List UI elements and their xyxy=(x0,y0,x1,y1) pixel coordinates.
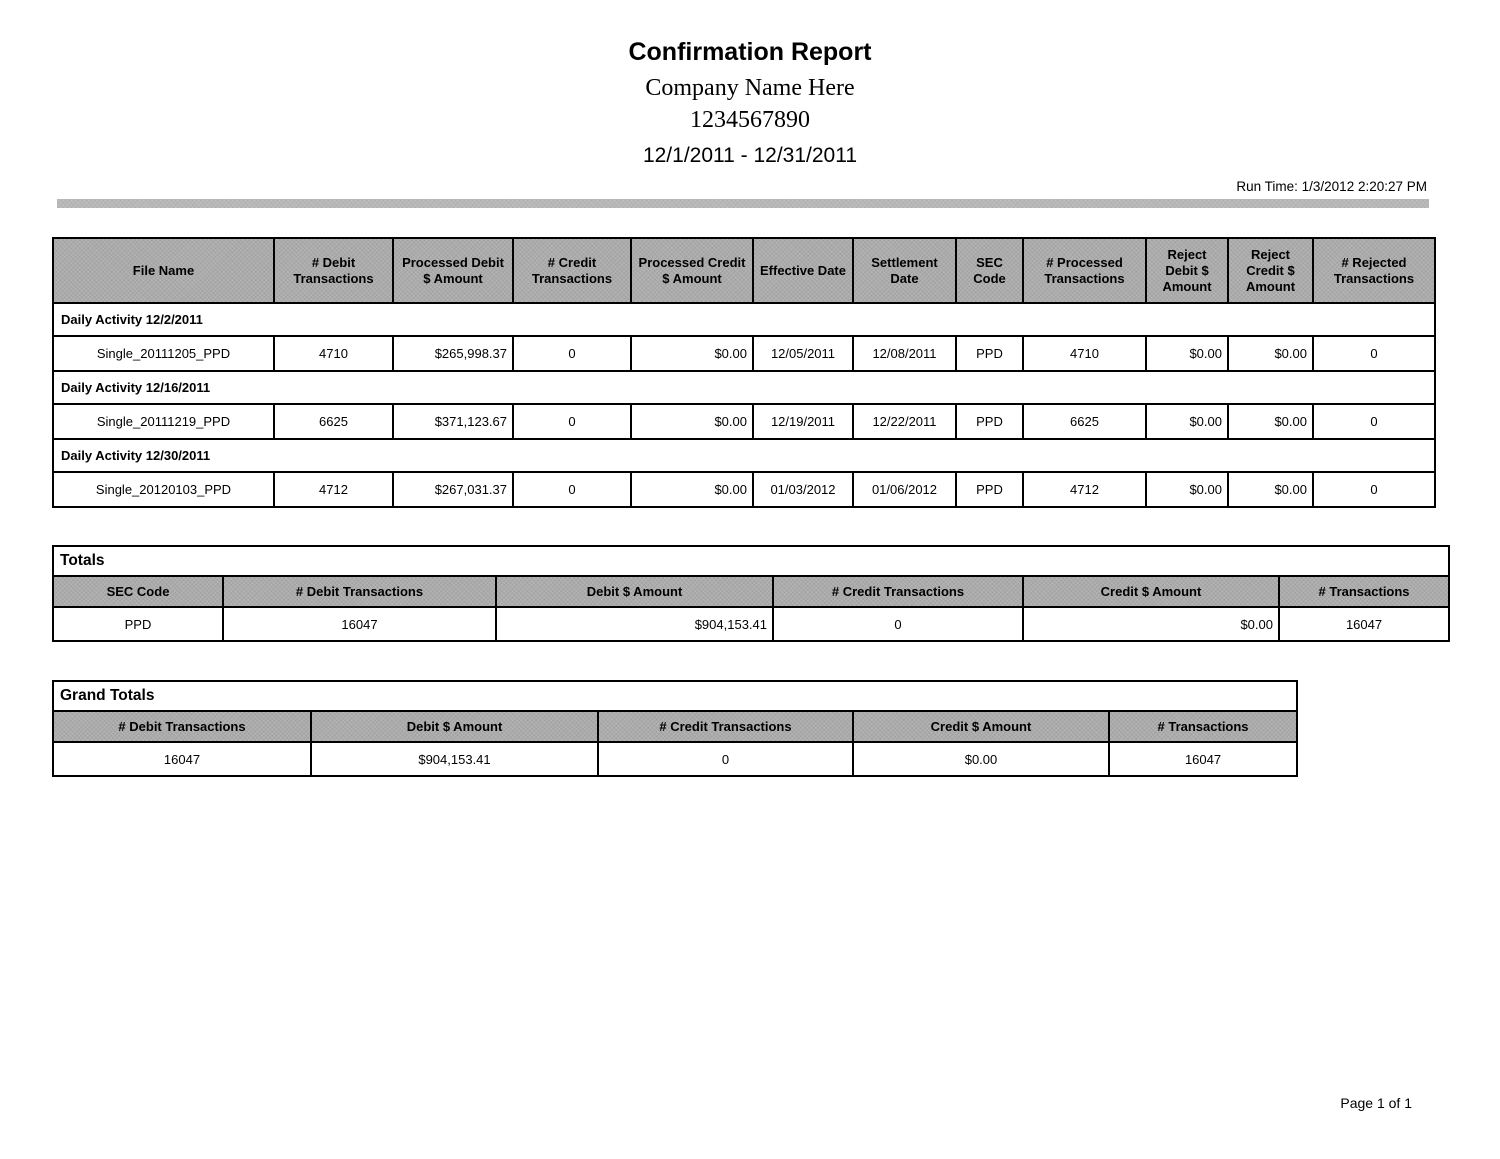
cell-sec-code: PPD xyxy=(956,472,1023,507)
cell-debit-transactions: 4712 xyxy=(274,472,393,507)
cell-debit-transactions: 4710 xyxy=(274,336,393,371)
totals-title-row xyxy=(53,546,1449,576)
col-header-debit-transactions: # Debit Transactions xyxy=(274,238,393,303)
col-header-rejected-transactions: # Rejected Transactions xyxy=(1313,238,1435,303)
cell-debit-transactions: 16047 xyxy=(223,607,496,641)
cell-effective-date: 01/03/2012 xyxy=(753,472,853,507)
activity-table xyxy=(52,237,1436,508)
cell-credit-transactions: 0 xyxy=(513,336,631,371)
cell-rejected-transactions: 0 xyxy=(1313,404,1435,439)
cell-file-name: Single_20111205_PPD xyxy=(53,336,274,371)
grand-totals-table xyxy=(52,680,1298,777)
cell-effective-date: 12/19/2011 xyxy=(753,404,853,439)
cell-credit-transactions: 0 xyxy=(773,607,1023,641)
cell-credit-amount: $0.00 xyxy=(1023,607,1279,641)
cell-sec-code: PPD xyxy=(956,336,1023,371)
col-header-debit-amount: Debit $ Amount xyxy=(311,711,598,742)
col-header-settlement-date: Settlement Date xyxy=(853,238,956,303)
cell-reject-credit-amount: $0.00 xyxy=(1228,472,1313,507)
cell-debit-transactions: 6625 xyxy=(274,404,393,439)
cell-processed-credit-amount: $0.00 xyxy=(631,336,753,371)
grand-totals-title: Grand Totals xyxy=(53,681,1297,711)
grand-totals-row xyxy=(53,742,1297,776)
page-number: Page 1 of 1 xyxy=(1340,1095,1412,1111)
col-header-file-name: File Name xyxy=(53,238,274,303)
totals-row xyxy=(53,607,1449,641)
cell-processed-credit-amount: $0.00 xyxy=(631,404,753,439)
company-name: Company Name Here xyxy=(645,75,855,101)
cell-processed-debit-amount: $267,031.37 xyxy=(393,472,513,507)
cell-rejected-transactions: 0 xyxy=(1313,336,1435,371)
col-header-sec-code: SEC Code xyxy=(956,238,1023,303)
col-header-reject-debit-amount: Reject Debit $ Amount xyxy=(1146,238,1228,303)
cell-processed-debit-amount: $371,123.67 xyxy=(393,404,513,439)
table-row xyxy=(53,336,1435,371)
cell-sec-code: PPD xyxy=(53,607,223,641)
cell-debit-amount: $904,153.41 xyxy=(496,607,773,641)
cell-processed-transactions: 4710 xyxy=(1023,336,1146,371)
col-header-effective-date: Effective Date xyxy=(753,238,853,303)
col-header-debit-transactions: # Debit Transactions xyxy=(53,711,311,742)
col-header-credit-transactions: # Credit Transactions xyxy=(513,238,631,303)
date-range: 12/1/2011 - 12/31/2011 xyxy=(642,144,858,167)
group-label: Daily Activity 12/16/2011 xyxy=(53,371,1435,404)
col-header-credit-transactions: # Credit Transactions xyxy=(773,576,1023,607)
run-time: Run Time: 1/3/2012 2:20:27 PM xyxy=(1236,179,1427,194)
cell-transactions: 16047 xyxy=(1109,742,1297,776)
col-header-debit-amount: Debit $ Amount xyxy=(496,576,773,607)
cell-rejected-transactions: 0 xyxy=(1313,472,1435,507)
col-header-debit-transactions: # Debit Transactions xyxy=(223,576,496,607)
cell-credit-transactions: 0 xyxy=(513,404,631,439)
cell-processed-credit-amount: $0.00 xyxy=(631,472,753,507)
cell-credit-amount: $0.00 xyxy=(853,742,1109,776)
cell-transactions: 16047 xyxy=(1279,607,1449,641)
cell-effective-date: 12/05/2011 xyxy=(753,336,853,371)
cell-debit-transactions: 16047 xyxy=(53,742,311,776)
cell-processed-transactions: 4712 xyxy=(1023,472,1146,507)
group-label: Daily Activity 12/30/2011 xyxy=(53,439,1435,472)
col-header-transactions: # Transactions xyxy=(1279,576,1449,607)
grand-totals-title-row xyxy=(53,681,1297,711)
cell-credit-transactions: 0 xyxy=(598,742,853,776)
cell-settlement-date: 12/08/2011 xyxy=(853,336,956,371)
grand-totals-header-row xyxy=(53,711,1297,742)
cell-debit-amount: $904,153.41 xyxy=(311,742,598,776)
group-row xyxy=(53,439,1435,472)
divider-bar xyxy=(57,199,1429,208)
totals-table xyxy=(52,545,1450,642)
table-row xyxy=(53,404,1435,439)
cell-file-name: Single_20111219_PPD xyxy=(53,404,274,439)
cell-reject-credit-amount: $0.00 xyxy=(1228,404,1313,439)
cell-processed-debit-amount: $265,998.37 xyxy=(393,336,513,371)
col-header-credit-amount: Credit $ Amount xyxy=(853,711,1109,742)
col-header-credit-transactions: # Credit Transactions xyxy=(598,711,853,742)
col-header-processed-debit-amount: Processed Debit $ Amount xyxy=(393,238,513,303)
company-id: 1234567890 xyxy=(690,107,810,133)
cell-settlement-date: 12/22/2011 xyxy=(853,404,956,439)
cell-settlement-date: 01/06/2012 xyxy=(853,472,956,507)
totals-title: Totals xyxy=(53,546,1449,576)
cell-credit-transactions: 0 xyxy=(513,472,631,507)
group-label: Daily Activity 12/2/2011 xyxy=(53,303,1435,336)
cell-reject-debit-amount: $0.00 xyxy=(1146,404,1228,439)
cell-sec-code: PPD xyxy=(956,404,1023,439)
col-header-transactions: # Transactions xyxy=(1109,711,1297,742)
report-title: Confirmation Report xyxy=(628,38,872,66)
group-row xyxy=(53,303,1435,336)
cell-file-name: Single_20120103_PPD xyxy=(53,472,274,507)
col-header-processed-transactions: # Processed Transactions xyxy=(1023,238,1146,303)
cell-reject-debit-amount: $0.00 xyxy=(1146,336,1228,371)
col-header-processed-credit-amount: Processed Credit $ Amount xyxy=(631,238,753,303)
activity-header-row xyxy=(53,238,1435,303)
group-row xyxy=(53,371,1435,404)
cell-processed-transactions: 6625 xyxy=(1023,404,1146,439)
col-header-sec-code: SEC Code xyxy=(53,576,223,607)
cell-reject-debit-amount: $0.00 xyxy=(1146,472,1228,507)
cell-reject-credit-amount: $0.00 xyxy=(1228,336,1313,371)
col-header-credit-amount: Credit $ Amount xyxy=(1023,576,1279,607)
totals-header-row xyxy=(53,576,1449,607)
table-row xyxy=(53,472,1435,507)
col-header-reject-credit-amount: Reject Credit $ Amount xyxy=(1228,238,1313,303)
